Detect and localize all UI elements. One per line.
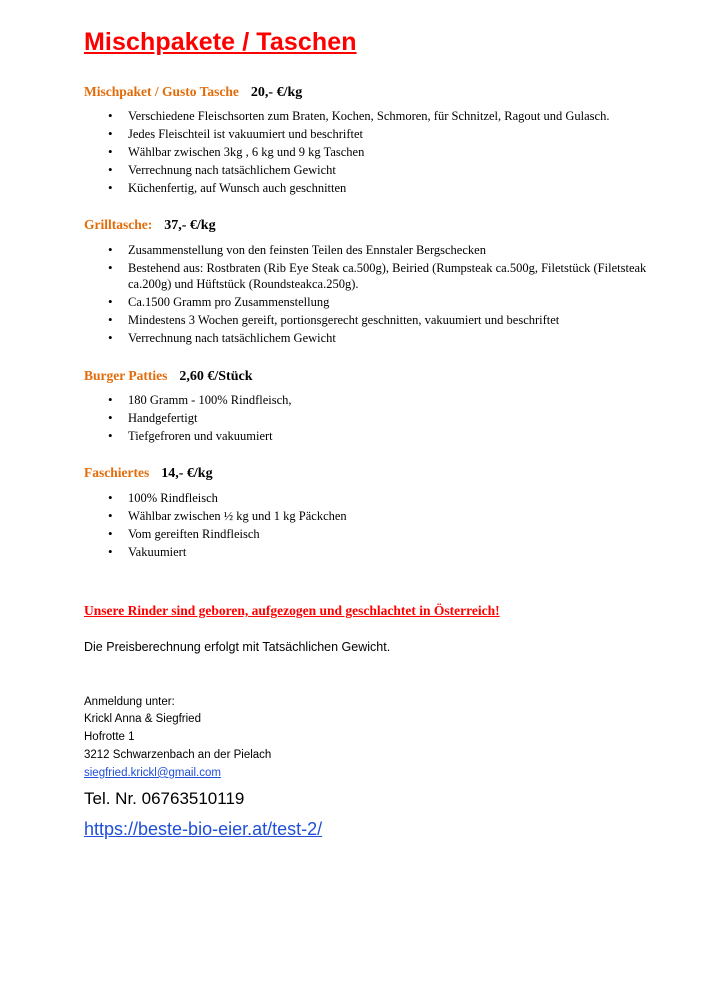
contact-phone: Tel. Nr. 06763510119 [84, 788, 245, 808]
list-item: • Vakuumiert [84, 544, 651, 561]
pricing-note: Die Preisberechnung erfolgt mit Tatsächlichen Gewicht. [84, 639, 391, 654]
section-burger-patties [84, 367, 651, 445]
list-item: • Tiefgefroren und vakuumiert [84, 428, 651, 445]
list-item: • Bestehend aus: Rostbraten (Rib Eye Steak ca.500g), Beiried (Rumpsteak ca.500g, Filetstück (Filetsteak ca.200g) und Hüftstück (Roundsteakca.250g). [84, 260, 651, 293]
section-heading-text: Faschiertes [84, 465, 150, 481]
contact-website-link[interactable]: https://beste-bio-eier.at/test-2/ [84, 819, 323, 840]
list-item: • Verrechnung nach tatsächlichem Gewicht [84, 330, 651, 347]
section-heading-text: Grilltasche: [84, 217, 153, 233]
contact-block [84, 694, 651, 843]
list-item: • Vom gereiften Rindfleisch [84, 526, 651, 543]
list-item: • Küchenfertig, auf Wunsch auch geschnitten [84, 180, 651, 197]
section-price: 20,- €/kg [250, 84, 303, 100]
bullet-list [84, 490, 651, 561]
contact-city: 3212 Schwarzenbach an der Pielach [84, 748, 272, 761]
section-heading-text: Mischpaket / Gusto Tasche [84, 83, 239, 99]
list-item: • Verschiedene Fleischsorten zum Braten, Kochen, Schmoren, für Schnitzel, Ragout und Gulasch. [84, 108, 651, 125]
list-item: • Handgefertigt [84, 410, 651, 427]
list-item: • Wählbar zwischen ½ kg und 1 kg Päckchen [84, 508, 651, 525]
section-heading-text: Burger Patties [84, 367, 168, 383]
section-grilltasche [84, 216, 651, 346]
contact-street: Hofrotte 1 [84, 731, 135, 744]
section-heading [84, 83, 651, 102]
bullet-list [84, 108, 651, 197]
list-item: • Zusammenstellung von den feinsten Teilen des Ennstaler Bergschecken [84, 242, 651, 259]
list-item: • Wählbar zwischen 3kg , 6 kg und 9 kg Taschen [84, 144, 651, 161]
section-price: 2,60 €/Stück [179, 368, 253, 384]
bullet-list [84, 242, 651, 347]
list-item: • Verrechnung nach tatsächlichem Gewicht [84, 162, 651, 179]
bullet-list [84, 392, 651, 445]
spacer [84, 580, 651, 602]
list-item: • Jedes Fleischteil ist vakuumiert und beschriftet [84, 126, 651, 143]
list-item: • 180 Gramm - 100% Rindfleisch, [84, 392, 651, 409]
list-item: • 100% Rindfleisch [84, 490, 651, 507]
list-item: • Mindestens 3 Wochen gereift, portionsgerecht geschnitten, vakuumiert und beschriftet [84, 312, 651, 329]
section-heading [84, 367, 651, 386]
section-mischpaket [84, 83, 651, 197]
section-price: 14,- €/kg [161, 466, 213, 482]
origin-highlight: Unsere Rinder sind geboren, aufgezogen und geschlachtet in Österreich! [84, 603, 500, 618]
contact-email-link[interactable]: siegfried.krickl@gmail.com [84, 766, 221, 779]
page-title: Mischpakete / Taschen [84, 28, 357, 56]
section-heading [84, 464, 651, 483]
contact-label: Anmeldung unter: [84, 695, 175, 708]
section-faschiertes [84, 464, 651, 560]
contact-name: Krickl Anna & Siegfried [84, 713, 201, 726]
section-price: 37,- €/kg [164, 218, 216, 234]
section-heading [84, 216, 651, 235]
list-item: • Ca.1500 Gramm pro Zusammenstellung [84, 294, 651, 311]
